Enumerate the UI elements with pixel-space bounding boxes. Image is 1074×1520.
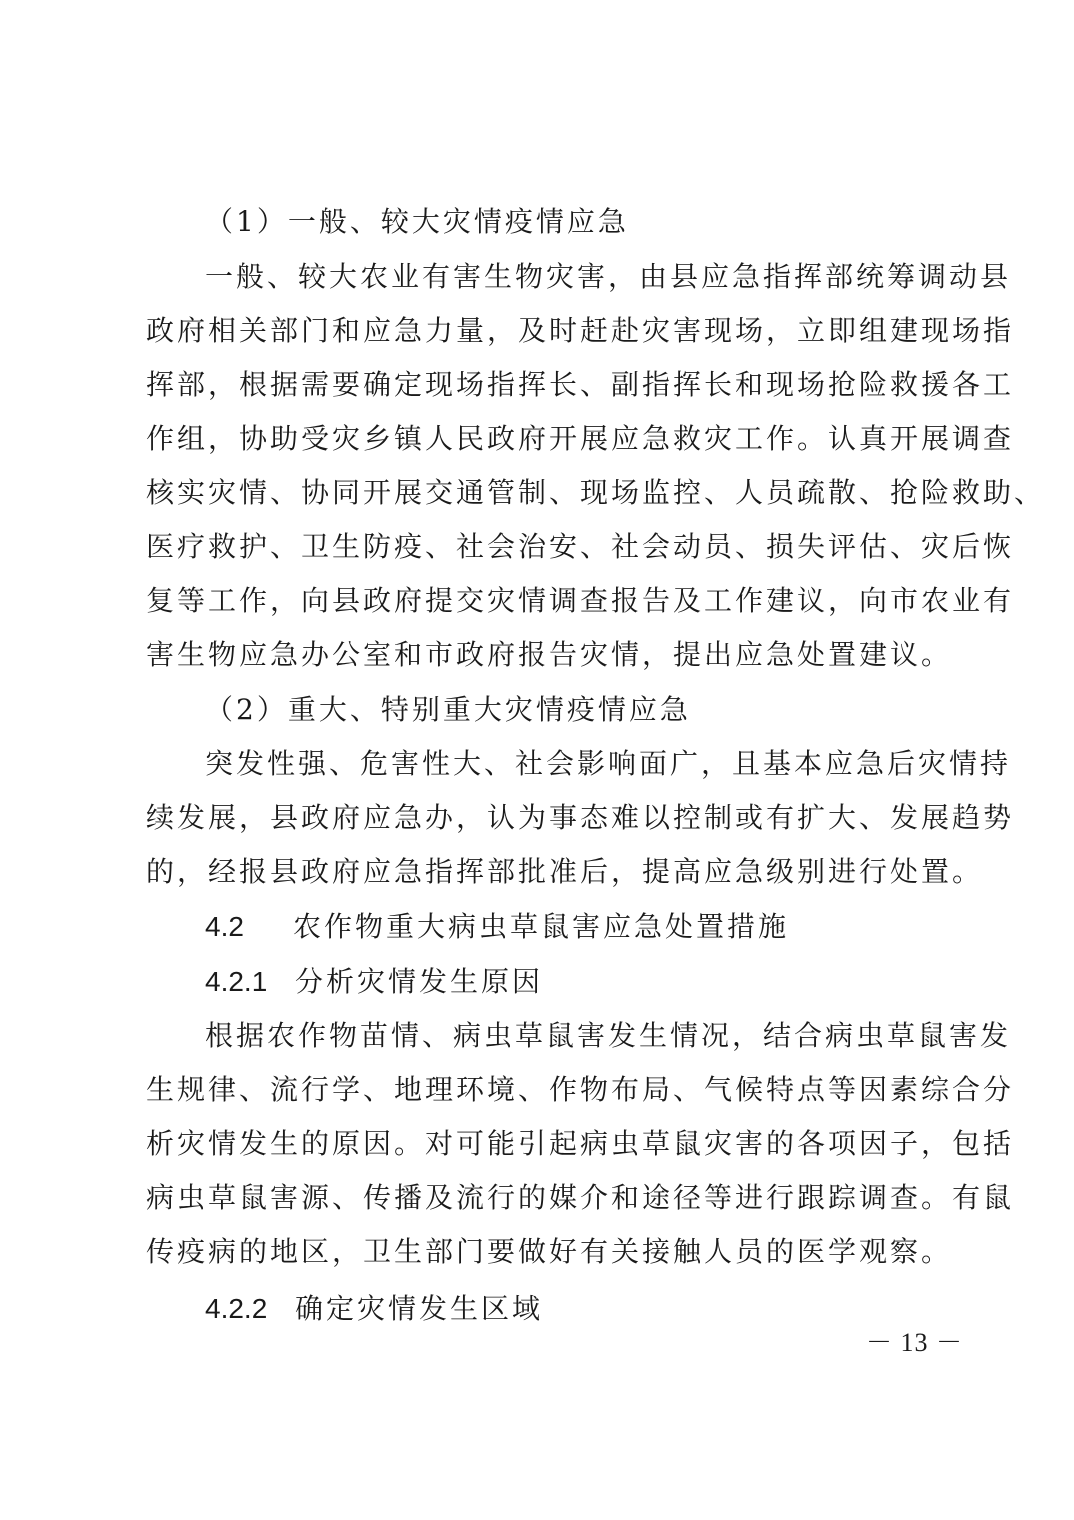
paragraph-line: 一般、较大农业有害生物灾害，由县应急指挥部统筹调动县 xyxy=(205,260,1012,293)
heading-title: 农作物重大病虫草鼠害应急处置措施 xyxy=(293,910,790,943)
paragraph-line: 的，经报县政府应急指挥部批准后，提高应急级别进行处置。 xyxy=(146,855,984,888)
heading-title: 确定灾情发生区域 xyxy=(295,1292,544,1325)
subsection-title-2: （2）重大、特别重大灾情疫情应急 xyxy=(205,693,691,726)
heading-4-2-2 xyxy=(205,1289,1005,1329)
paragraph-line: 传疫病的地区，卫生部门要做好有关接触人员的医学观察。 xyxy=(146,1235,953,1268)
paragraph-line: 害生物应急办公室和市政府报告灾情，提出应急处置建议。 xyxy=(146,638,953,671)
page-number: － 13 － xyxy=(866,1328,964,1357)
heading-number: 4.2.1 xyxy=(205,966,268,997)
paragraph-line: 核实灾情、协同开展交通管制、现场监控、人员疏散、抢险救助、 xyxy=(146,476,1046,509)
paragraph-line: 生规律、流行学、地理环境、作物布局、气候特点等因素综合分 xyxy=(146,1073,1015,1106)
paragraph-line: 医疗救护、卫生防疫、社会治安、社会动员、损失评估、灾后恢 xyxy=(146,530,1015,563)
paragraph-line: 病虫草鼠害源、传播及流行的媒介和途径等进行跟踪调查。有鼠 xyxy=(146,1181,1015,1214)
paragraph-line: 挥部，根据需要确定现场指挥长、副指挥长和现场抢险救援各工 xyxy=(146,368,1015,401)
subsection-title-1: （1）一般、较大灾情疫情应急 xyxy=(205,205,629,238)
paragraph-line: 析灾情发生的原因。对可能引起病虫草鼠灾害的各项因子，包括 xyxy=(146,1127,1015,1160)
paragraph-line: 政府相关部门和应急力量，及时赶赴灾害现场，立即组建现场指 xyxy=(146,314,1015,347)
heading-4-2-1 xyxy=(205,962,1005,1002)
paragraph-line: 根据农作物苗情、病虫草鼠害发生情况，结合病虫草鼠害发 xyxy=(205,1019,1012,1052)
heading-number: 4.2 xyxy=(205,911,244,942)
paragraph-line: 续发展，县政府应急办，认为事态难以控制或有扩大、发展趋势 xyxy=(146,801,1015,834)
paragraph-line: 突发性强、危害性大、社会影响面广，且基本应急后灾情持 xyxy=(205,747,1012,780)
heading-number: 4.2.2 xyxy=(205,1293,268,1324)
heading-4-2 xyxy=(205,907,1005,947)
paragraph-line: 作组，协助受灾乡镇人民政府开展应急救灾工作。认真开展调查 xyxy=(146,422,1015,455)
heading-title: 分析灾情发生原因 xyxy=(295,965,544,998)
paragraph-line: 复等工作，向县政府提交灾情调查报告及工作建议，向市农业有 xyxy=(146,584,1015,617)
